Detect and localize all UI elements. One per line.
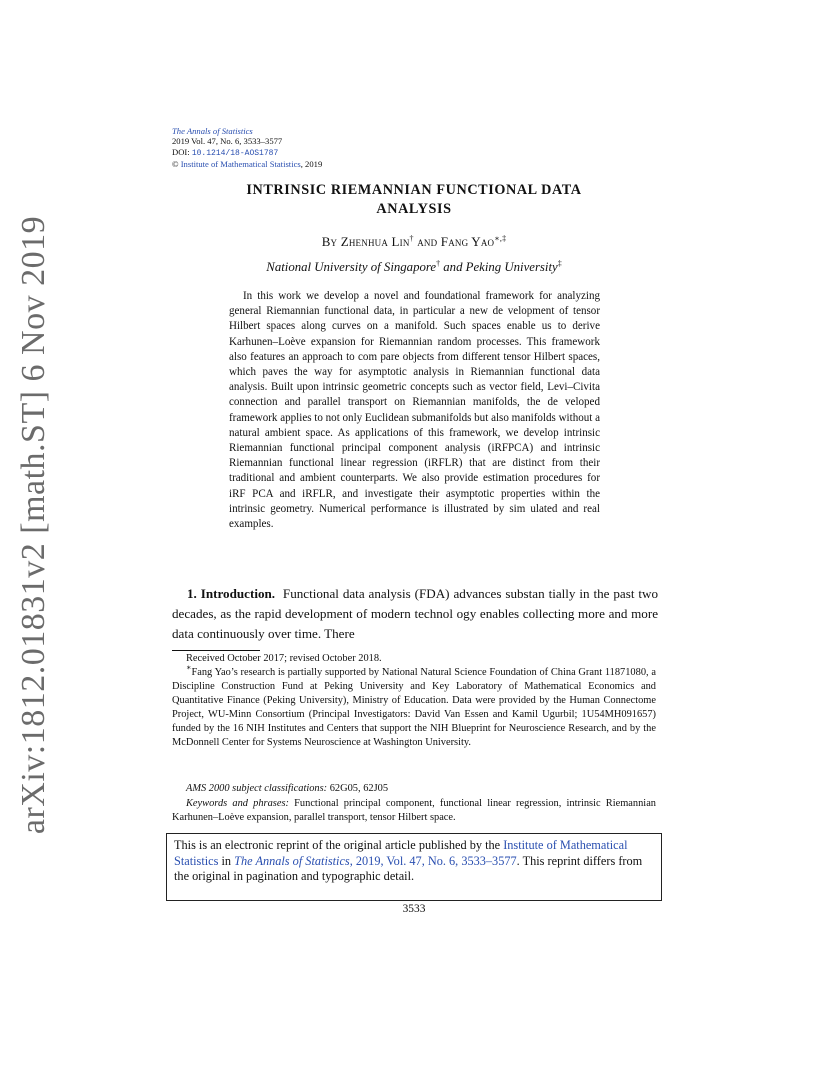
received-footnote: Received October 2017; revised October 2018.	[186, 653, 382, 664]
abstract-line: spaces enable us to derive Karhunen–Loève expansion for Riemannian	[229, 320, 600, 348]
affiliation-line	[172, 260, 656, 275]
reprint-journal-link[interactable]: The Annals of Statistics	[234, 853, 350, 868]
author-line	[172, 234, 656, 250]
affiliation-and: and	[440, 260, 466, 274]
reprint-text-3: . This reprint differs from the original in pagination and typographic detail.	[174, 853, 643, 883]
introduction-paragraph	[172, 584, 658, 644]
keywords-footnote	[172, 797, 656, 825]
affiliation-1-mark: †	[436, 259, 441, 268]
intro-line-1: Functional data analysis (FDA) advances substan	[282, 586, 545, 601]
author-2-mark: ∗,‡	[494, 234, 507, 243]
page-number: 3533	[402, 903, 426, 915]
abstract-line: random processes. This framework also features an approach to com	[229, 335, 600, 363]
abstract-line: linear regression (iRFLR) that are distinct from their traditional and	[229, 457, 600, 485]
affiliation-2-mark: ‡	[557, 259, 562, 268]
funding-footnote	[172, 663, 656, 751]
abstract-line: velopment of tensor Hilbert spaces along curves on a manifold. Such	[229, 305, 600, 333]
funding-mark: ∗	[186, 663, 192, 672]
and-word: and	[417, 234, 438, 249]
title-line-2: ANALYSIS	[376, 201, 452, 217]
doi-label: DOI:	[172, 146, 190, 157]
paper-title	[172, 181, 656, 219]
keywords-text: Functional principal component, functional linear regression, intrinsic Riemannian Karhunen–Loève expansion, parallel transport, tensor Hilbert space.	[172, 798, 657, 824]
journal-link[interactable]: The Annals of Statistics	[172, 126, 253, 136]
journal-header	[172, 126, 322, 169]
ams-codes: 62G05, 62J05	[327, 783, 389, 794]
affiliation-1: National University of Singapore	[266, 260, 437, 274]
reprint-volume-link[interactable]: , 2019, Vol. 47, No. 6, 3533–3577	[349, 853, 517, 868]
affiliation-2: Peking University	[465, 260, 558, 274]
copyright-symbol: ©	[172, 158, 179, 169]
copyright-year: , 2019	[300, 158, 323, 169]
doi-link[interactable]: 10.1214/18-AOS1787	[191, 148, 279, 158]
reprint-institute-link[interactable]: Institute of Mathematical Statistics	[174, 838, 628, 868]
keywords-label: Keywords and phrases:	[186, 798, 289, 809]
author-1-mark: †	[409, 234, 414, 243]
abstract-line: also manifolds without a natural ambient space. As applications of	[229, 411, 601, 439]
funding-text: Fang Yao’s research is partially supported by National Natural Science Foundation of China Grant 11871080, a Discipline Construction Fund at Peking University and Key Laboratory of Mathematical Economics and Quantitative Finance (Peking University), Ministry of Education. Data were provided by the Human Connectome Project, WU-Minn Consortium (Principal Investigators: David Van Essen and Kamil Ugurbil; 1U54MH091657) funded by the 16 NIH Institutes and Centers that support the NIH Blueprint for Neuroscience Research, and by the McDonnell Center for Systems Neuroscience at Washington University.	[172, 667, 656, 749]
title-line-1: INTRINSIC RIEMANNIAN FUNCTIONAL DATA	[246, 182, 582, 198]
institute-link[interactable]: Institute of Mathematical Statistics	[180, 158, 301, 169]
arxiv-identifier: arXiv:1812.01831v2 [math.ST] 6 Nov 2019	[15, 215, 52, 835]
abstract-line: this framework, we develop intrinsic Riemannian functional principal	[229, 426, 600, 455]
ams-label: AMS 2000 subject classifications:	[186, 783, 328, 794]
footnote-rule	[172, 650, 260, 651]
abstract-line: ambient counterparts. We also provide estimation procedures for iRF	[229, 472, 600, 500]
abstract-line: ulated and real examples.	[229, 502, 600, 531]
abstract-line: PCA and iRFLR, and investigate their asymptotic properties within	[252, 487, 580, 500]
abstract-line: connection and parallel transport on Riemannian manifolds, the de	[229, 396, 558, 409]
section-heading: 1. Introduction.	[187, 586, 276, 601]
intro-line-2: tially in the past two decades, as the rapid development of modern technol	[172, 586, 659, 621]
abstract-line: for asymptotic analysis in Riemannian functional data analysis. Built	[229, 366, 600, 394]
abstract-line: the intrinsic geometry. Numerical performance is illustrated by sim	[229, 487, 601, 515]
arxiv-side-stamp	[14, 215, 54, 835]
abstract-line: In this work we develop a novel and foundational framework for	[243, 290, 552, 302]
ams-classification	[172, 782, 656, 796]
author-1: Zhenhua Lin	[340, 234, 410, 249]
volume-line: 2019 Vol. 47, No. 6, 3533–3577	[172, 136, 283, 147]
reprint-notice-box	[166, 833, 662, 901]
abstract-line: upon intrinsic geometric concepts such as vector field, Levi–Civita	[296, 381, 600, 394]
intro-line-3: ogy enables collecting more and more data continuously over time. There	[172, 606, 659, 641]
abstract	[229, 289, 600, 532]
reprint-text-2: in	[218, 853, 235, 868]
reprint-text-1: This is an electronic reprint of the original article published by the	[174, 838, 504, 852]
abstract-line: component analysis (iRFPCA) and intrinsic Riemannian functional	[229, 442, 601, 470]
abstract-line: pare objects from different tensor Hilbert spaces, which paves the way	[229, 350, 600, 379]
abstract-line: veloped framework applies to not only Euclidean submanifolds but	[229, 396, 600, 424]
author-2: Fang Yao	[440, 234, 495, 249]
abstract-line: analyzing general Riemannian functional data, in particular a new de	[229, 290, 601, 318]
by-word: By	[321, 234, 338, 249]
